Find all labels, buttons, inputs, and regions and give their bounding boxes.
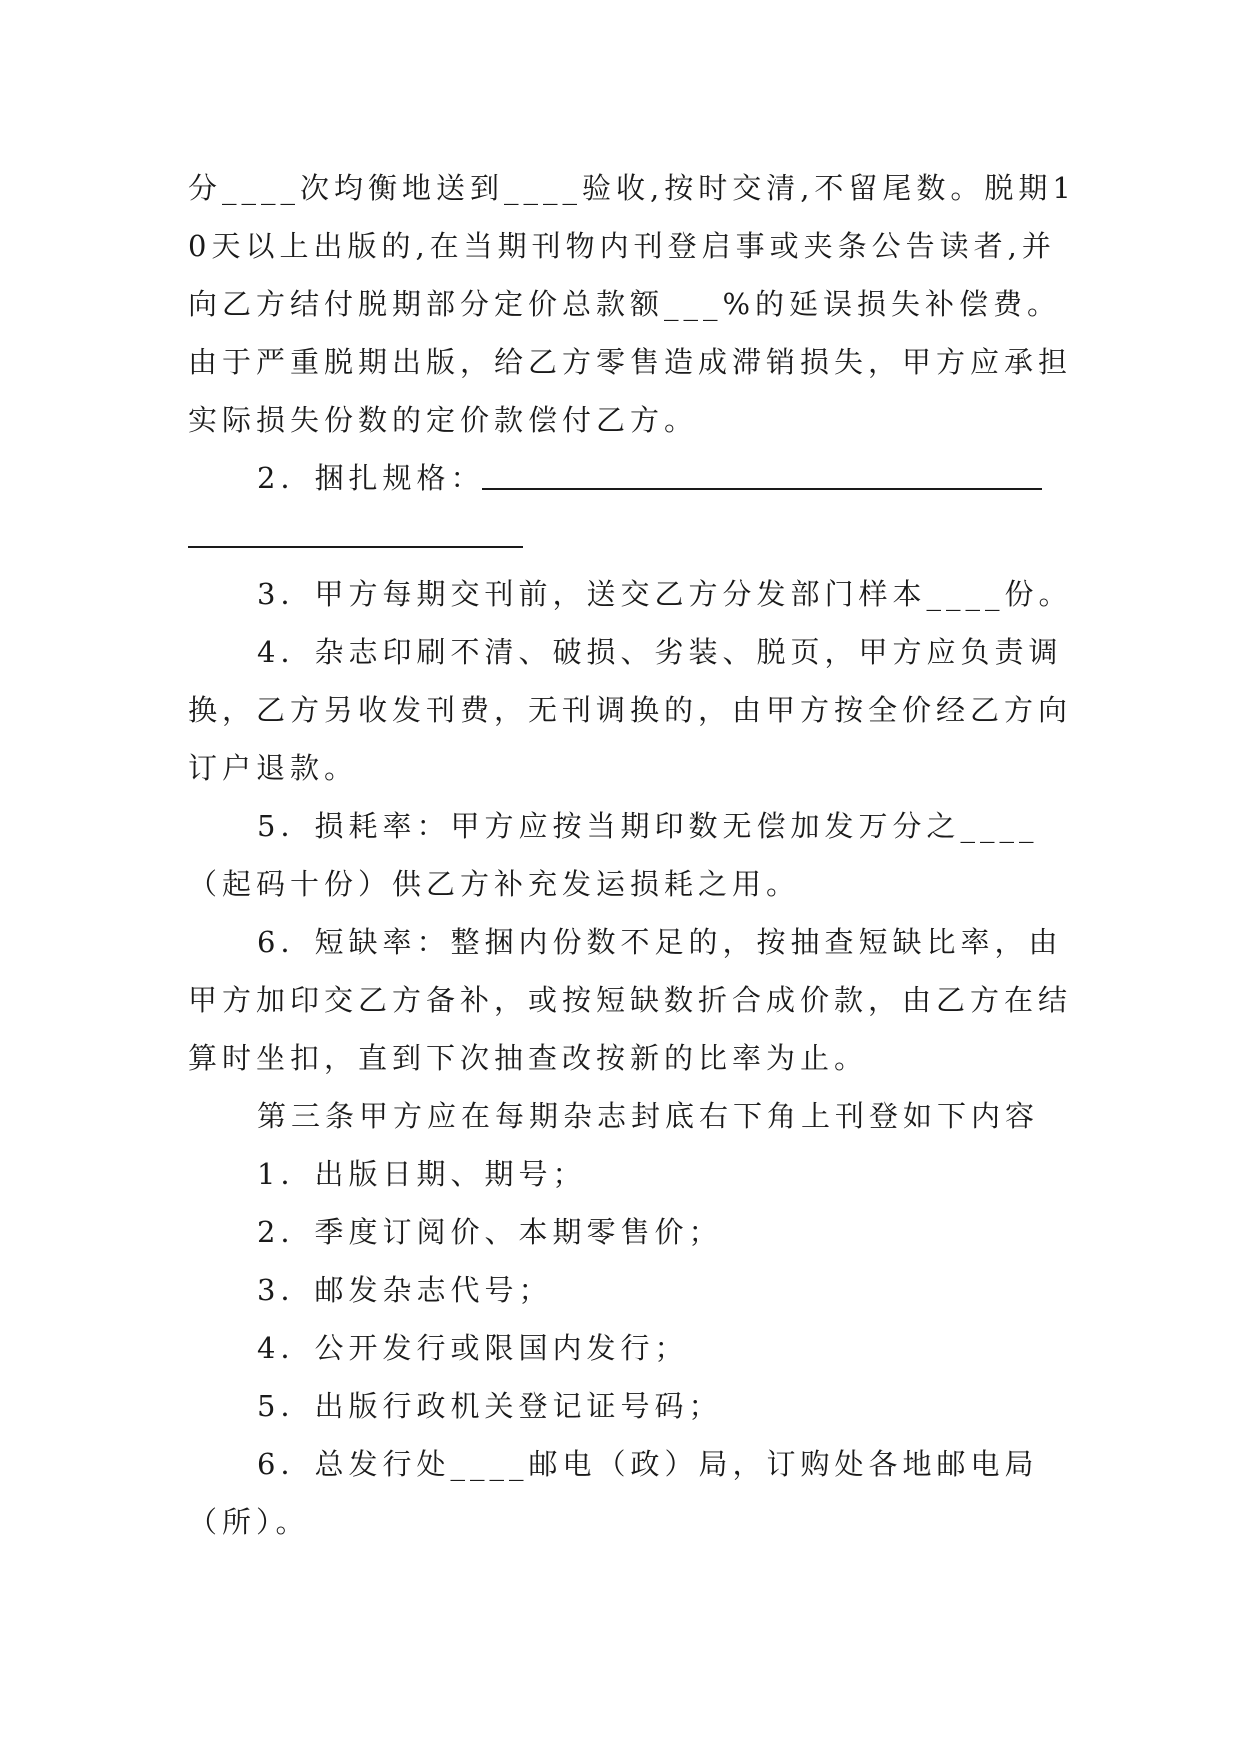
text-line-5: 实际损失份数的定价款偿付乙方。 (188, 403, 699, 437)
binding-spec-label: 2．捆扎规格： (257, 461, 485, 495)
text-line-10: 订户退款。 (188, 751, 359, 785)
list-item-6: 6．总发行处____邮电（政）局，订购处各地邮电局 (257, 1447, 1039, 1481)
list-item-4: 4．公开发行或限国内发行； (257, 1331, 689, 1365)
blank-fill-line (482, 488, 1042, 490)
text-line-13: 6．短缺率：整捆内份数不足的，按抽查短缺比率，由 (257, 925, 1063, 959)
list-item-6-continued: （所）。 (188, 1505, 310, 1539)
article-three-heading: 第三条甲方应在每期杂志封底右下角上刊登如下内容 (257, 1099, 1040, 1133)
text-line-4: 由于严重脱期出版，给乙方零售造成滞销损失，甲方应承担 (188, 345, 1073, 379)
text-line-14: 甲方加印交乙方备补，或按短缺数折合成价款，由乙方在结 (188, 983, 1073, 1017)
list-item-3: 3．邮发杂志代号； (257, 1273, 553, 1307)
text-line-15: 算时坐扣，直到下次抽查改按新的比率为止。 (188, 1041, 869, 1075)
blank-fill-line-continued (188, 546, 523, 548)
text-line-2: 0天以上出版的,在当期刊物内刊登启事或夹条公告读者,并 (188, 229, 1056, 263)
text-line-12: （起码十份）供乙方补充发运损耗之用。 (188, 867, 801, 901)
list-item-5: 5．出版行政机关登记证号码； (257, 1389, 723, 1423)
text-line-9: 换，乙方另收发刊费，无刊调换的，由甲方按全价经乙方向 (188, 693, 1073, 727)
text-line-1: 分____次均衡地送到____验收,按时交清,不留尾数。脱期1 (188, 171, 1076, 205)
text-line-7: 3．甲方每期交刊前，送交乙方分发部门样本____份。 (257, 577, 1073, 611)
list-item-1: 1．出版日期、期号； (257, 1157, 587, 1191)
list-item-2: 2．季度订阅价、本期零售价； (257, 1215, 723, 1249)
text-line-8: 4．杂志印刷不清、破损、劣装、脱页，甲方应负责调 (257, 635, 1063, 669)
text-line-11: 5．损耗率：甲方应按当期印数无偿加发万分之____ (257, 809, 1039, 843)
text-line-3: 向乙方结付脱期部分定价总款额___%的延误损失补偿费。 (188, 287, 1062, 321)
